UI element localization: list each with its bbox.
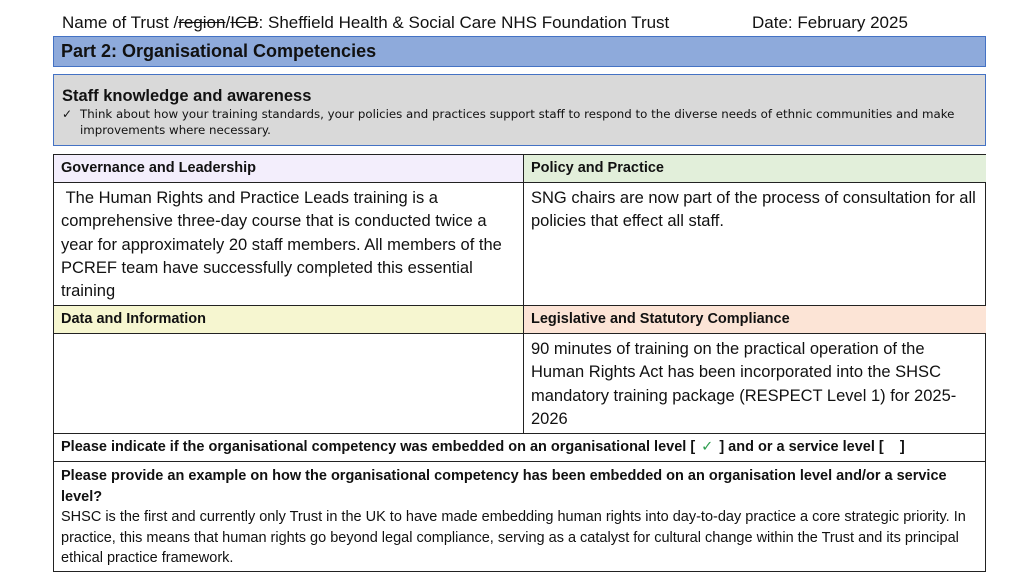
struck-icb: ICB	[230, 13, 259, 32]
organisational-level-check-icon: ✓	[701, 439, 714, 455]
staff-knowledge-box	[53, 74, 986, 146]
document-header	[62, 12, 942, 34]
example-section	[54, 462, 986, 572]
trust-name: : Sheffield Health & Social Care NHS Foundation Trust	[258, 13, 670, 32]
document-date: Date: February 2025	[752, 13, 908, 32]
checkmark-icon: ✓	[62, 107, 73, 121]
legislative-header: Legislative and Statutory Compliance	[524, 306, 986, 334]
level-suffix: ] and or a service level [ ]	[719, 439, 905, 455]
policy-body: SNG chairs are now part of the process of consultation for all policies that effect all staff.	[524, 183, 986, 306]
governance-body: The Human Rights and Practice Leads training is a comprehensive three-day course that is conducted twice a year for approximately 20 staff members. All members of the PCREF team have successfully completed this essential training	[54, 183, 524, 306]
struck-region: region	[178, 13, 226, 32]
level-prefix: Please indicate if the organisational competency was embedded on an organisational level [	[61, 439, 696, 455]
example-answer: SHSC is the first and currently only Trust in the UK to have made embedding human rights into day-to-day practice a core strategic priority. In practice, this means that human rights go beyond legal compliance, serving as a catalyst for cultural change within the Trust and its principal ethical practice framework.	[61, 509, 966, 566]
example-question: Please provide an example on how the organisational competency has been embedded on an organisation level and/or a service level?	[61, 468, 947, 505]
policy-header: Policy and Practice	[524, 155, 986, 183]
trust-name-prefix: Name of Trust /	[62, 13, 179, 32]
data-body	[54, 334, 524, 434]
embedded-level-row	[54, 434, 986, 462]
staff-knowledge-title: Staff knowledge and awareness	[62, 87, 312, 105]
governance-header: Governance and Leadership	[54, 155, 524, 183]
legislative-body: 90 minutes of training on the practical operation of the Human Rights Act has been incorporated into the SHSC mandatory training package (RESPECT Level 1) for 2025-2026	[524, 334, 986, 434]
data-header: Data and Information	[54, 306, 524, 334]
staff-knowledge-bullet	[62, 107, 977, 138]
competency-table	[53, 154, 986, 572]
staff-knowledge-guidance: Think about how your training standards, your policies and practices support staff to respond to the diverse needs of ethnic communities and make improvements where necessary.	[80, 107, 955, 137]
part-title: Part 2: Organisational Competencies	[53, 36, 986, 67]
trust-name-separator: /	[225, 13, 231, 32]
